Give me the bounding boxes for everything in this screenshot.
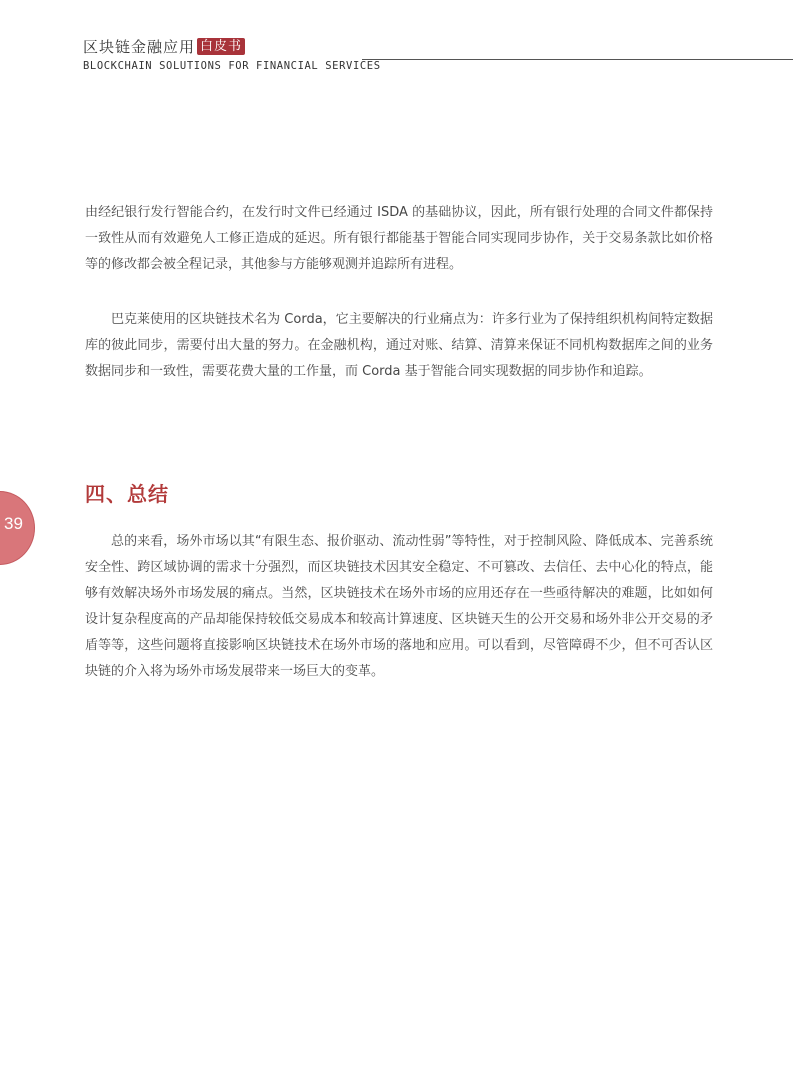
body-paragraph-1: 由经纪银行发行智能合约，在发行时文件已经通过 ISDA 的基础协议，因此，所有银行处理的合同文件都保持一致性从而有效避免人工修正造成的延迟。所有银行都能基于智能合同实现同步协作，关于交易条款比如价格等的修改都会被全程记录，其他参与方能够观测并追踪所有进程。 (85, 205, 713, 272)
page-number: 39 (4, 514, 23, 533)
header-badge: 白皮书 (197, 38, 245, 55)
header-title: 区块链金融应用 (83, 38, 196, 56)
section-title: 四、总结 (85, 482, 169, 506)
header-subtitle: BLOCKCHAIN SOLUTIONS FOR FINANCIAL SERVICES (83, 60, 381, 72)
body-paragraph-2: 巴克莱使用的区块链技术名为 Corda，它主要解决的行业痛点为：许多行业为了保持组织机构间特定数据库的彼此同步，需要付出大量的努力。在金融机构，通过对账、结算、清算来保证不同机构数据库之间的业务数据同步和一致性，需要花费大量的工作量，而 Corda 基于智能合同实现数据的同步协作和追踪。 (85, 312, 713, 379)
page-header (83, 36, 381, 72)
header-title-row (83, 36, 381, 57)
header-divider (362, 59, 793, 60)
body-paragraph-3: 总的来看，场外市场以其“有限生态、报价驱动、流动性弱”等特性，对于控制风险、降低成本、完善系统安全性、跨区域协调的需求十分强烈，而区块链技术因其安全稳定、不可篡改、去信任、去中心化的特点，能够有效解决场外市场发展的痛点。当然，区块链技术在场外市场的应用还存在一些亟待解决的难题，比如如何设计复杂程度高的产品却能保持较低交易成本和较高计算速度、区块链天生的公开交易和场外非公开交易的矛盾等等，这些问题将直接影响区块链技术在场外市场的落地和应用。可以看到，尽管障碍不少，但不可否认区块链的介入将为场外市场发展带来一场巨大的变革。 (85, 534, 713, 679)
